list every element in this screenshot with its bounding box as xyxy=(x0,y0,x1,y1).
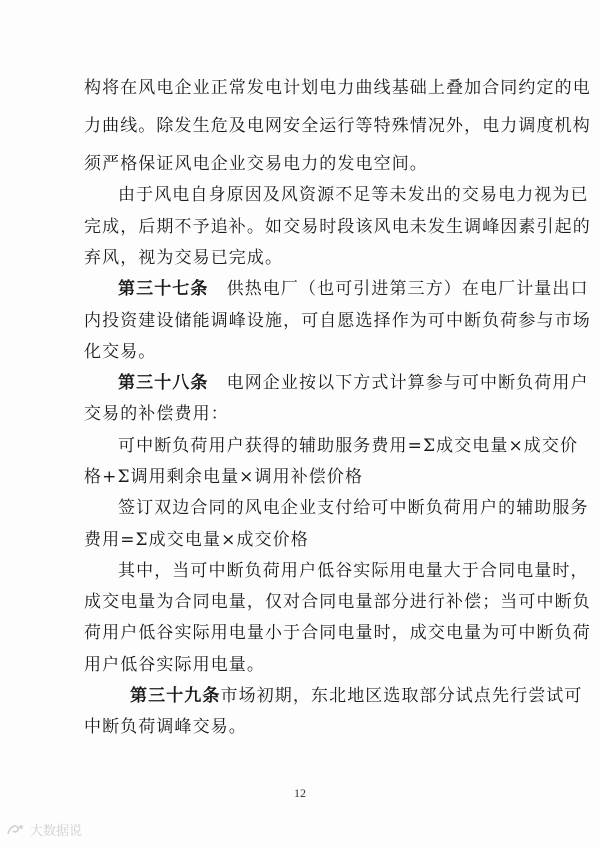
formula-line: 可中断负荷用户获得的辅助服务费用=Σ成交电量×成交价 xyxy=(118,436,579,456)
watermark-text: 大数据说 xyxy=(30,824,83,839)
text-line: 成交电量为合同电量，仅对合同电量部分进行补偿；当可中断负 xyxy=(84,592,591,612)
article-39-line: 第三十九条市场初期，东北地区选取部分试点先行尝试可 xyxy=(130,686,583,706)
text-line: 交易的补偿费用： xyxy=(84,404,229,424)
article-38-line: 第三十八条 电网企业按以下方式计算参与可中断负荷用户 xyxy=(118,373,589,393)
text-line: 构将在风电企业正常发电计划电力曲线基础上叠加合同约定的电 xyxy=(84,78,591,98)
watermark xyxy=(6,820,82,839)
article-37-heading: 第三十七条 xyxy=(118,279,209,299)
text-line: 荷用户低谷实际用电量小于合同电量时，成交电量为可中断负荷 xyxy=(84,623,591,643)
text-line: 其中，当可中断负荷用户低谷实际用电量大于合同电量时， xyxy=(118,561,589,581)
text-line: 由于风电自身原因及风资源不足等未发出的交易电力视为已 xyxy=(118,185,589,205)
text-line: 中断负荷调峰交易。 xyxy=(84,717,247,737)
text-line: 力曲线。除发生危及电网安全运行等特殊情况外，电力调度机构 xyxy=(84,116,591,136)
article-38-heading: 第三十八条 xyxy=(118,373,209,393)
formula-line: 签订双边合同的风电企业支付给可中断负荷用户的辅助服务 xyxy=(118,498,589,518)
text-line: 内投资建设储能调峰设施，可自愿选择作为可中断负荷参与市场 xyxy=(84,311,591,331)
text-line: 用户低谷实际用电量。 xyxy=(84,655,265,675)
text-line: 完成，后期不予追补。如交易时段该风电未发生调峰因素引起的 xyxy=(84,217,591,237)
article-37-line: 第三十七条 供热电厂（也可引进第三方）在电厂计量出口 xyxy=(118,279,589,299)
text-line: 化交易。 xyxy=(84,342,157,362)
watermark-logo-icon xyxy=(6,822,26,838)
article-39-heading: 第三十九条 xyxy=(130,686,221,706)
text-line: 弃风，视为交易已完成。 xyxy=(84,248,284,268)
page-number: 12 xyxy=(294,786,306,800)
formula-line: 费用=Σ成交电量×成交价格 xyxy=(84,530,309,550)
formula-line: 格+Σ调用剩余电量×调用补偿价格 xyxy=(84,467,364,487)
text-line: 须严格保证风电企业交易电力的发电空间。 xyxy=(84,154,428,174)
